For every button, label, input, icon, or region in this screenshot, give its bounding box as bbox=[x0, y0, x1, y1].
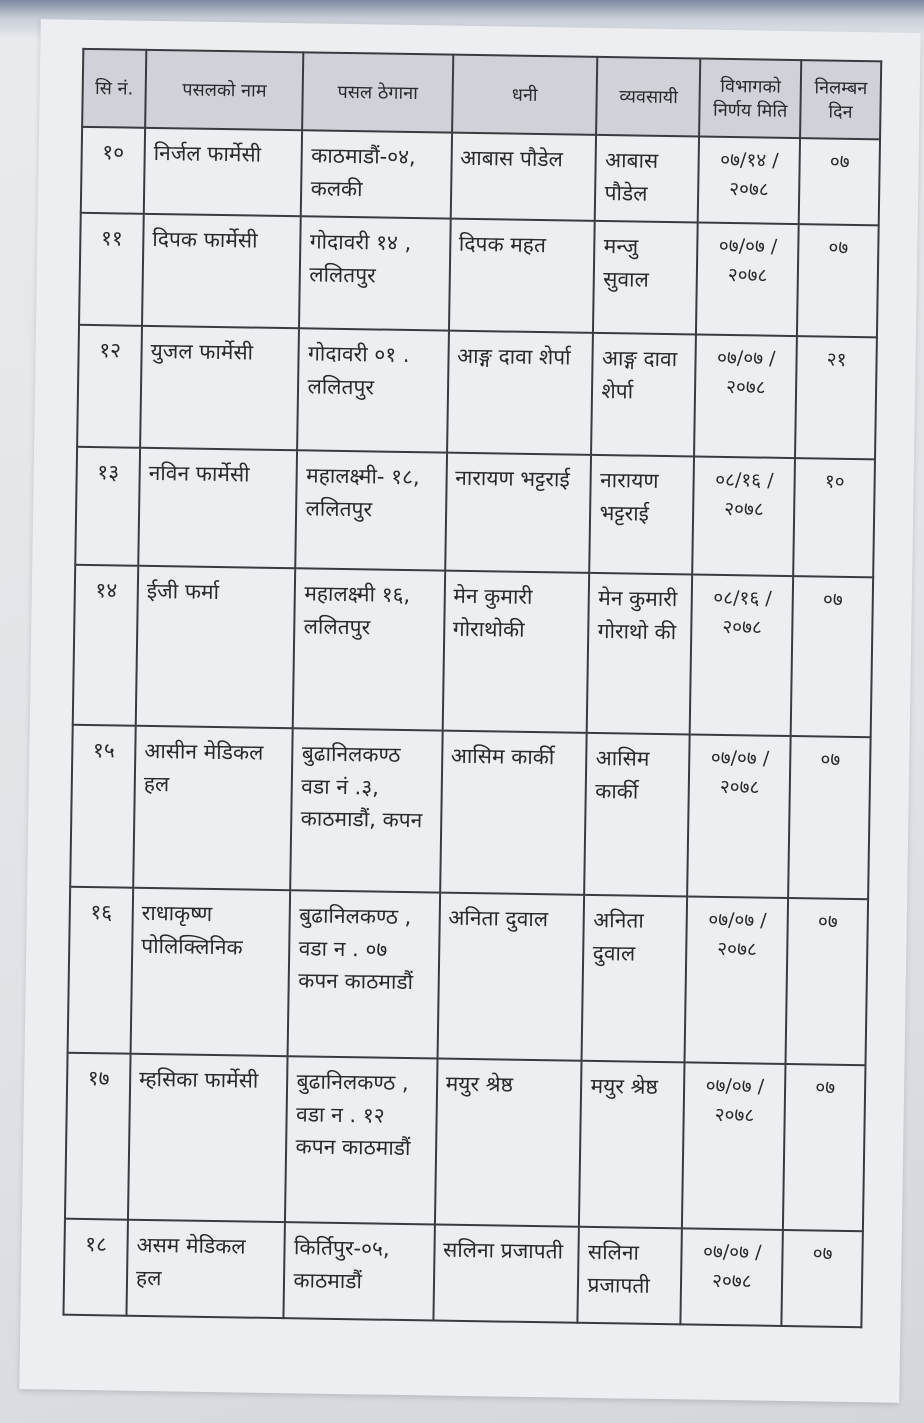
shop-name: आसीन मेडिकल हल bbox=[133, 726, 293, 890]
shop-name: राधाकृष्ण पोलिक्लिनिक bbox=[131, 888, 291, 1056]
serial-number: १७ bbox=[65, 1053, 131, 1220]
serial-number: १३ bbox=[75, 447, 140, 566]
serial-number: १८ bbox=[63, 1219, 127, 1316]
operator-name: मन्जु सुवाल bbox=[593, 221, 698, 335]
suspension-days: ०७ bbox=[782, 1230, 863, 1327]
owner-name: आबास पौडेल bbox=[450, 133, 596, 221]
header-operator: व्यवसायी bbox=[597, 57, 701, 137]
shop-address: किर्तिपुर-०५, काठमाडौं bbox=[284, 1222, 435, 1320]
decision-date: ०७/०७ /२०७८ bbox=[696, 223, 799, 337]
header-row bbox=[82, 49, 881, 140]
owner-name: दिपक महत bbox=[449, 219, 596, 333]
suspension-days: ०७ bbox=[799, 138, 880, 225]
suspension-days: २१ bbox=[795, 336, 877, 459]
owner-name: अनिता दुवाल bbox=[437, 893, 584, 1061]
shop-address: बुढानिलकण्ठ , वडा न . १२ कपन काठमाडौं bbox=[285, 1056, 437, 1224]
suspension-days: ०७ bbox=[786, 898, 868, 1065]
shop-name: निर्जल फार्मेसी bbox=[144, 128, 303, 216]
table-row bbox=[65, 1053, 866, 1232]
shop-address: गोदावरी १४ , ललितपुर bbox=[299, 216, 450, 330]
decision-date: ०७/०७ /२०७८ bbox=[694, 335, 797, 459]
shop-address: महालक्ष्मी १६, ललितपुर bbox=[293, 568, 445, 730]
decision-date: ०८/१६ /२०७८ bbox=[690, 574, 793, 736]
table-row bbox=[63, 1219, 862, 1328]
shop-name: म्हसिका फार्मेसी bbox=[128, 1054, 288, 1222]
operator-name: आङ्ग दावा शेर्पा bbox=[592, 333, 697, 457]
decision-date: ०७/०७ /२०७८ bbox=[687, 734, 790, 898]
header-owner: धनी bbox=[452, 55, 598, 135]
table-row bbox=[79, 213, 879, 338]
owner-name: आसिम कार्की bbox=[440, 731, 587, 895]
table-row bbox=[77, 325, 877, 460]
owner-name: मयुर श्रेष्ठ bbox=[435, 1059, 582, 1227]
header-shop-address: पसल ठेगाना bbox=[303, 52, 453, 132]
operator-name: नारायण भट्टराई bbox=[590, 455, 695, 575]
decision-date: ०८/१६ /२०७८ bbox=[693, 456, 796, 576]
header-serial-number: सि नं. bbox=[82, 49, 146, 128]
suspension-days: १० bbox=[793, 458, 875, 577]
suspension-days: ०७ bbox=[788, 736, 870, 899]
shop-name: असम मेडिकल हल bbox=[126, 1220, 285, 1318]
header-shop-name: पसलको नाम bbox=[145, 50, 304, 130]
shop-name: नविन फार्मेसी bbox=[138, 448, 297, 568]
owner-name: सलिना प्रजापती bbox=[433, 1225, 579, 1323]
decision-date: ०७/०७ /२०७८ bbox=[685, 896, 788, 1064]
suspension-days: ०७ bbox=[797, 224, 879, 337]
header-decision-date: विभागको निर्णय मिति bbox=[699, 59, 801, 139]
serial-number: ११ bbox=[79, 213, 144, 326]
serial-number: १० bbox=[81, 127, 145, 214]
serial-number: १४ bbox=[73, 565, 138, 726]
suspension-table bbox=[62, 48, 882, 1328]
operator-name: अनिता दुवाल bbox=[582, 895, 687, 1063]
shop-name: दिपक फार्मेसी bbox=[142, 214, 301, 328]
owner-name: नारायण भट्टराई bbox=[445, 453, 592, 573]
operator-name: सलिना प्रजापती bbox=[578, 1227, 682, 1325]
shop-name: ईजी फर्मा bbox=[136, 566, 296, 728]
decision-date: ०७/०७ /२०७८ bbox=[682, 1062, 785, 1230]
suspension-days: ०७ bbox=[783, 1064, 865, 1231]
serial-number: १२ bbox=[77, 325, 142, 448]
table-row bbox=[73, 565, 873, 738]
shop-name: युजल फार्मेसी bbox=[140, 326, 299, 450]
shop-address: बुढानिलकण्ठ , वडा न . ०७ कपन काठमाडौं bbox=[288, 890, 440, 1058]
operator-name: आबास पौडेल bbox=[595, 135, 699, 223]
suspension-days: ०७ bbox=[791, 576, 873, 737]
table-row bbox=[70, 725, 870, 900]
table-row bbox=[81, 127, 880, 226]
shop-address: महालक्ष्मी- १८, ललितपुर bbox=[296, 450, 447, 570]
shop-address: गोदावरी ०१ . ललितपुर bbox=[298, 328, 449, 452]
owner-name: मेन कुमारी गोराथोकी bbox=[442, 571, 589, 733]
owner-name: आङ्ग दावा शेर्पा bbox=[447, 331, 594, 455]
table-row bbox=[75, 447, 875, 578]
operator-name: आसिम कार्की bbox=[585, 733, 690, 897]
serial-number: १६ bbox=[68, 887, 134, 1054]
shop-address: बुढानिलकण्ठ वडा नं .३, काठमाडौं, कपन bbox=[291, 728, 443, 892]
document-page bbox=[19, 19, 920, 1403]
operator-name: मेन कुमारी गोराथो की bbox=[587, 573, 692, 735]
shop-address: काठमाडौं-०४, कलकी bbox=[301, 130, 451, 218]
operator-name: मयुर श्रेष्ठ bbox=[579, 1061, 684, 1229]
decision-date: ०७/०७ /२०७८ bbox=[681, 1228, 783, 1326]
header-suspension-days: निलम्बन दिन bbox=[800, 60, 881, 139]
table-row bbox=[68, 887, 869, 1066]
decision-date: ०७/१४ /२०७८ bbox=[698, 137, 800, 225]
serial-number: १५ bbox=[70, 725, 136, 888]
